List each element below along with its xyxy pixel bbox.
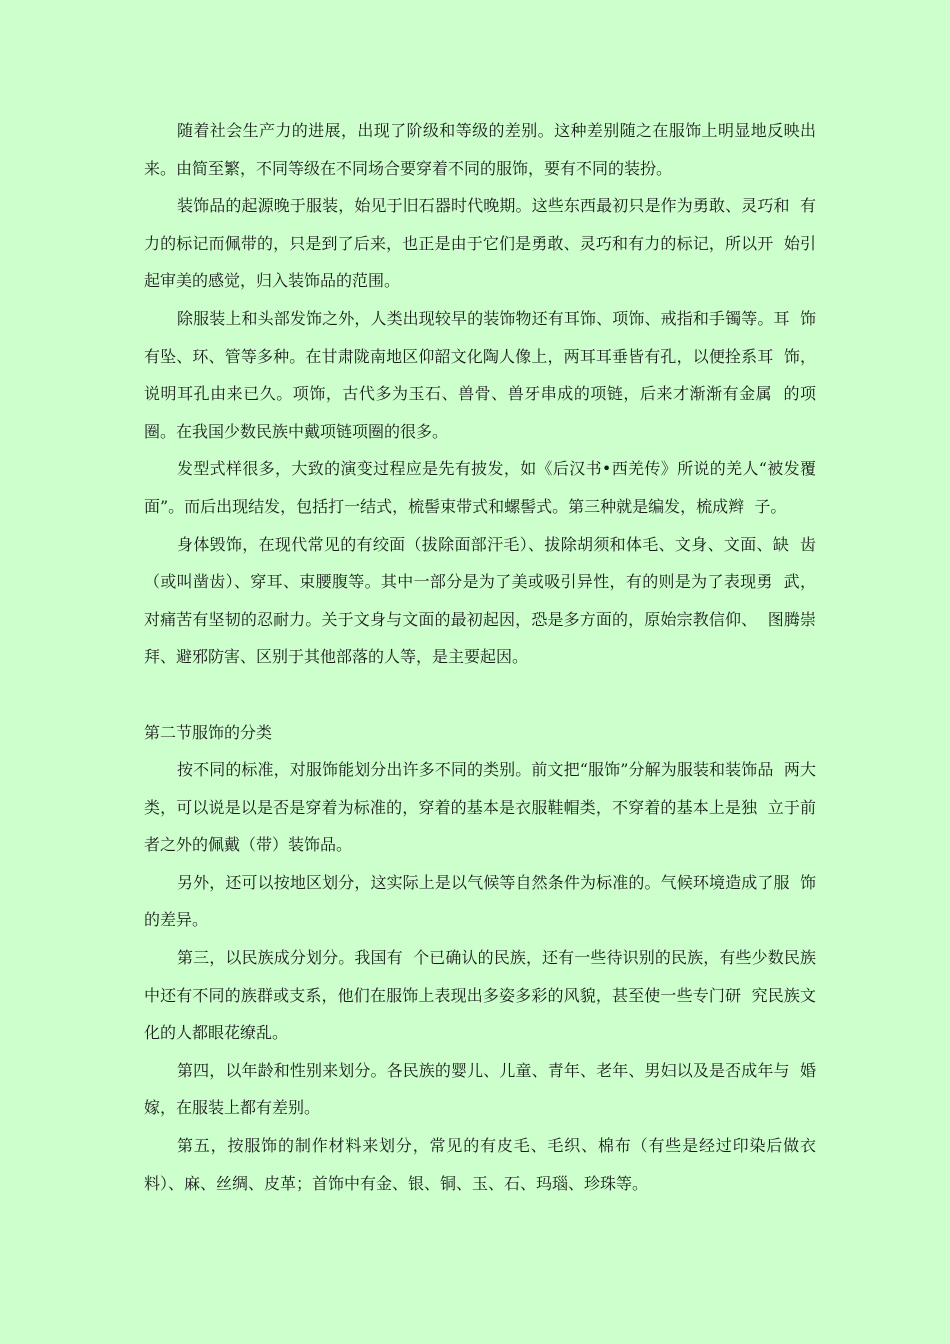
paragraph: 另外，还可以按地区划分，这实际上是以气候等自然条件为标准的。气候环境造成了服 饰的差异。: [144, 872, 816, 930]
paragraph: 装饰品的起源晚于服装，始见于旧石器时代晚期。这些东西最初只是作为勇敢、灵巧和 有力的标记而佩带的，只是到了后来，也正是由于它们是勇敢、灵巧和有力的标记，所以开 始引起审美的感觉，归入装饰品的范围。: [144, 196, 816, 291]
section-heading: 第二节服饰的分类: [144, 722, 273, 742]
paragraph: 按不同的标准，对服饰能划分出许多不同的类别。前文把“服饰”分解为服装和装饰品 两大类，可以说是以是否是穿着为标准的，穿着的基本是衣服鞋帽类，不穿着的基本上是独 立于前者之外的佩戴（带）装饰品。: [144, 760, 816, 855]
paragraph: 第三，以民族成分划分。我国有 个已确认的民族，还有一些待识别的民族，有些少数民族中还有不同的族群或支系，他们在服饰上表现出多姿多彩的风貌，甚至使一些专门研 究民族文化的人都眼花缭乱。: [144, 948, 816, 1043]
paragraph: 随着社会生产力的进展，出现了阶级和等级的差别。这种差别随之在服饰上明显地反映出来。由简至繁，不同等级在不同场合要穿着不同的服饰，要有不同的装扮。: [144, 121, 816, 178]
paragraph: 第四，以年龄和性别来划分。各民族的婴儿、儿童、青年、老年、男妇以及是否成年与 婚嫁，在服装上都有差别。: [144, 1060, 816, 1118]
paragraph: 第五，按服饰的制作材料来划分，常见的有皮毛、毛织、棉布（有些是经过印染后做衣 料）、麻、丝绸、皮革；首饰中有金、银、铜、玉、石、玛瑙、珍珠等。: [144, 1136, 827, 1193]
paragraph: 身体毁饰，在现代常见的有绞面（拔除面部汗毛）、拔除胡须和体毛、文身、文面、缺 齿（或叫凿齿）、穿耳、束腰腹等。其中一部分是为了美或吸引异性，有的则是为了表现勇 武，对痛苦有坚韧的忍耐力。关于文身与文面的最初起因，恐是多方面的，原始宗教信仰、 图腾崇拜、避邪防害、区别于其他部落的人等，是主要起因。: [144, 534, 816, 667]
paragraph: 除服装上和头部发饰之外，人类出现较早的装饰物还有耳饰、项饰、戒指和手镯等。耳 饰有坠、环、管等多种。在甘肃陇南地区仰韶文化陶人像上，两耳耳垂皆有孔，以便拴系耳 饰，说明耳孔由来已久。项饰，古代多为玉石、兽骨、兽牙串成的项链，后来才渐渐有金属 的项圈。在我国少数民族中戴项链项圈的很多。: [144, 308, 816, 441]
paragraph: 发型式样很多，大致的演变过程应是先有披发，如《后汉书•西羌传》所说的羌人“被发覆面”。而后出现结发，包括打一结式，梳髻束带式和螺髻式。第三种就是编发，梳成辫 子。: [144, 459, 816, 516]
document-page: [144, 112, 827, 1202]
